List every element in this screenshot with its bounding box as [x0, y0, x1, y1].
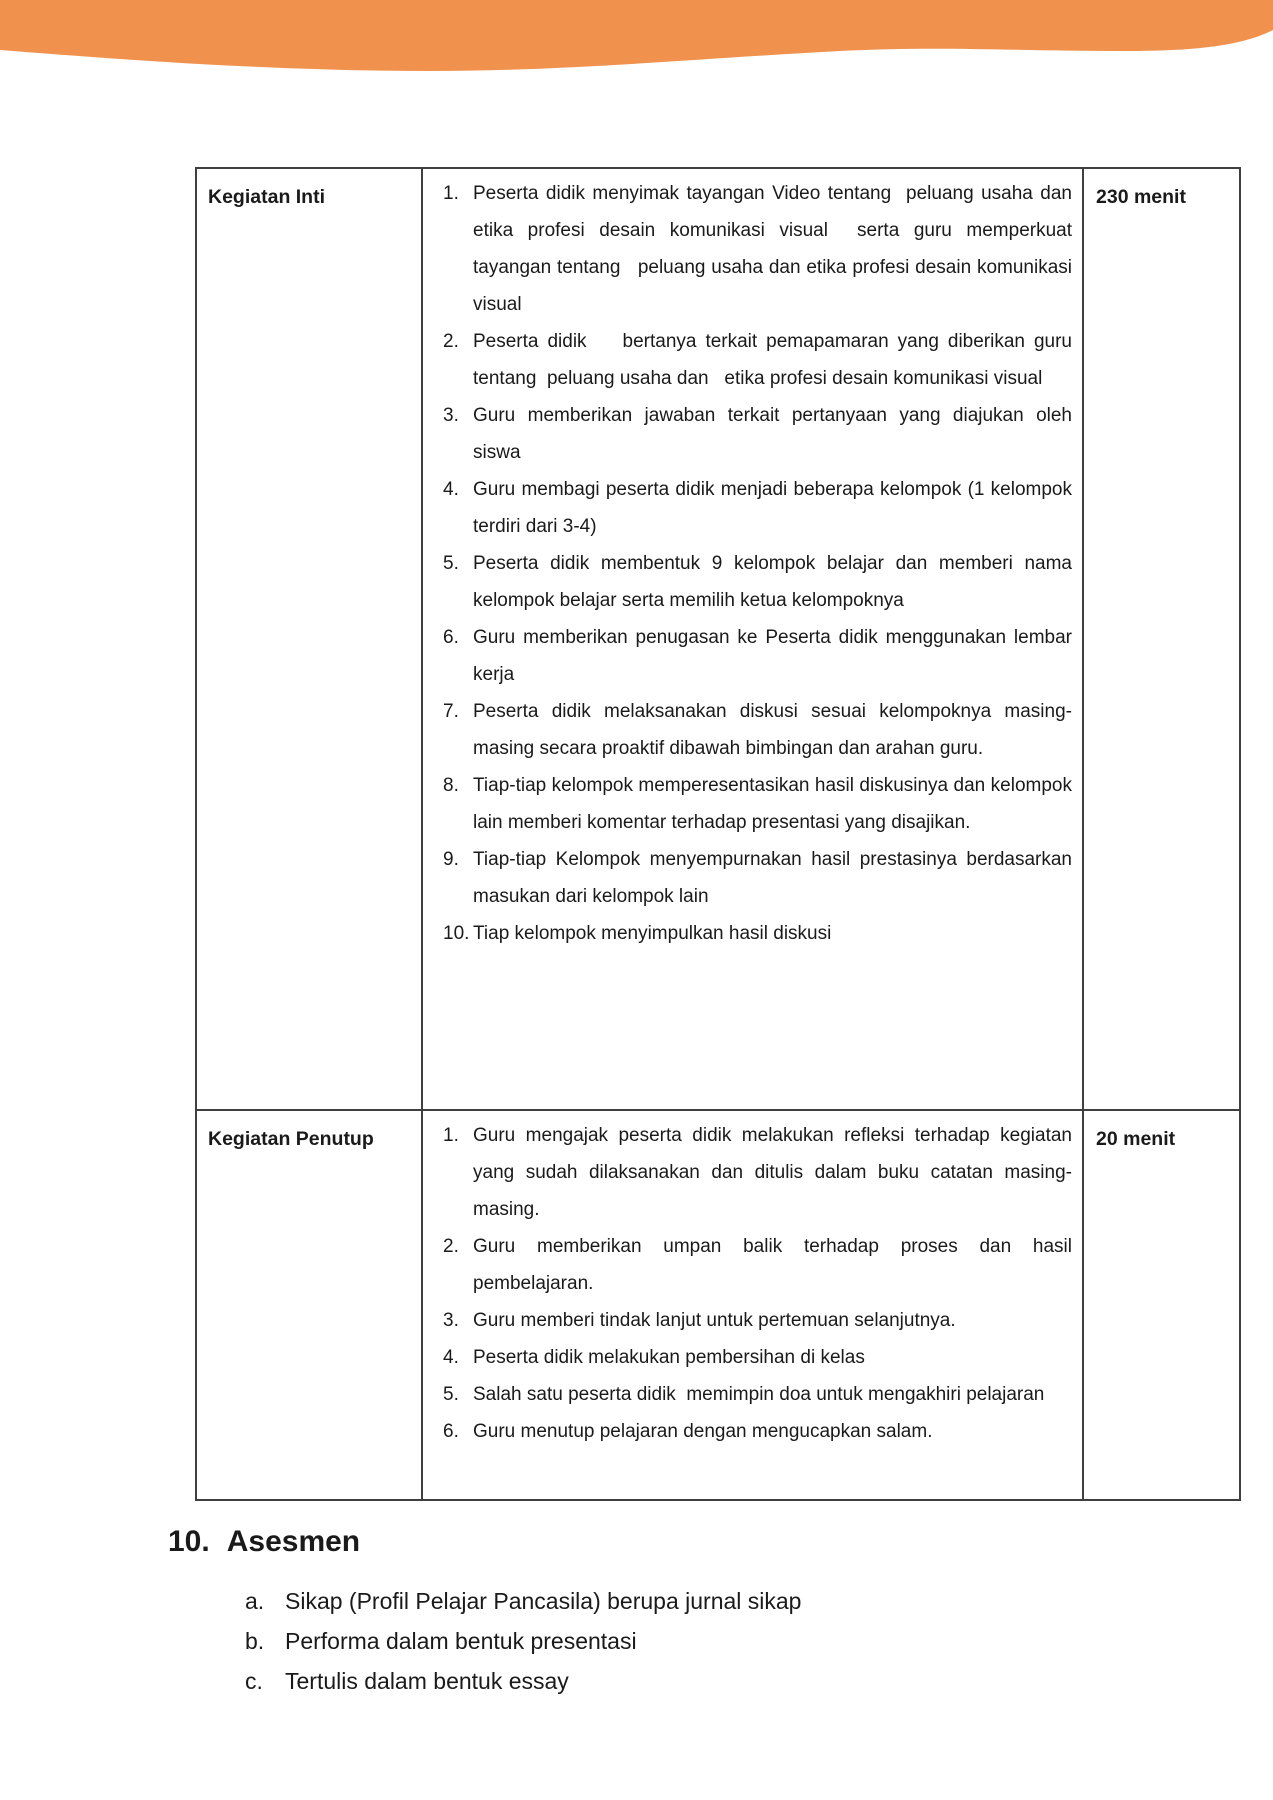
step-text: Peserta didik bertanya terkait pemapamaran yang diberikan guru tentang peluang usaha dan etika profesi desain komunikasi visual: [473, 331, 1083, 389]
activity-step: [429, 323, 1083, 397]
step-text: Salah satu peserta didik memimpin doa untuk mengakhiri pelajaran: [473, 1384, 1045, 1405]
activity-steps-list: [429, 175, 1088, 952]
step-text: Tiap-tiap kelompok memperesentasikan hasil diskusinya dan kelompok lain memberi komentar terhadap presentasi yang disajikan.: [473, 775, 1078, 833]
item-letter: b.: [245, 1628, 265, 1654]
step-text: Peserta didik melaksanakan diskusi sesuai kelompoknya masing-masing secara proaktif dibawah bimbingan dan arahan guru.: [473, 701, 1072, 759]
activity-steps-cell: [422, 168, 1088, 1110]
activity-table: [195, 167, 1241, 1501]
step-number: 4.: [443, 479, 459, 500]
table-row-kegiatan-inti: [196, 168, 1240, 1110]
step-number: 8.: [443, 775, 459, 796]
step-number: 4.: [443, 1347, 459, 1368]
asesmen-section: [168, 1522, 1068, 1701]
asesmen-list: [168, 1581, 1068, 1701]
step-text: Guru memberikan jawaban terkait pertanyaan yang diajukan oleh siswa: [473, 405, 1078, 463]
list-item: [168, 1621, 1068, 1661]
activity-step: [429, 175, 1088, 323]
activity-step: [429, 619, 1078, 693]
step-number: 7.: [443, 701, 459, 722]
activity-steps-cell: [422, 1110, 1083, 1500]
step-text: Tiap-tiap Kelompok menyempurnakan hasil prestasinya berdasarkan masukan dari kelompok lain: [473, 849, 1078, 907]
activity-step: [429, 1117, 1078, 1228]
step-number: 9.: [443, 849, 459, 870]
step-text: Guru memberikan penugasan ke Peserta didik menggunakan lembar kerja: [473, 627, 1078, 685]
step-number: 2.: [443, 1236, 459, 1257]
wave-shape: [0, 0, 1273, 80]
step-text: Guru memberikan umpan balik terhadap proses dan hasil pembelajaran.: [473, 1236, 1078, 1294]
duration-value: 230 menit: [1083, 168, 1240, 1110]
activity-step: [429, 1302, 1072, 1339]
step-number: 10.: [443, 923, 470, 944]
activity-step: [429, 693, 1072, 767]
step-number: 6.: [443, 1421, 459, 1442]
activity-label: Kegiatan Inti: [196, 168, 422, 1110]
step-number: 2.: [443, 331, 459, 352]
step-number: 5.: [443, 1384, 459, 1405]
step-number: 1.: [443, 183, 459, 204]
step-text: Peserta didik membentuk 9 kelompok belajar dan memberi nama kelompok belajar serta memilih ketua kelompoknya: [473, 553, 1078, 611]
header-wave-decoration: [0, 0, 1273, 80]
activity-step: [429, 767, 1078, 841]
activity-step: [429, 1376, 1072, 1413]
activity-step: [429, 471, 1078, 545]
step-text: Tiap kelompok menyimpulkan hasil diskusi: [473, 923, 832, 944]
section-title: Asesmen: [226, 1525, 361, 1558]
item-text: Performa dalam bentuk presentasi: [285, 1628, 637, 1654]
step-number: 1.: [443, 1125, 459, 1146]
table-row-kegiatan-penutup: [196, 1110, 1240, 1500]
item-text: Sikap (Profil Pelajar Pancasila) berupa jurnal sikap: [285, 1588, 802, 1614]
list-item: [168, 1581, 1068, 1621]
activity-step: [429, 1228, 1078, 1302]
activity-step: [429, 397, 1078, 471]
activity-step: [429, 841, 1078, 915]
step-number: 3.: [443, 1310, 459, 1331]
activity-step: [429, 545, 1078, 619]
list-item: [168, 1661, 1068, 1701]
activity-label: Kegiatan Penutup: [196, 1110, 422, 1500]
step-number: 6.: [443, 627, 459, 648]
item-letter: a.: [245, 1588, 265, 1614]
activity-step: [429, 1339, 1072, 1376]
step-text: Guru menutup pelajaran dengan mengucapkan salam.: [473, 1421, 933, 1442]
step-text: Peserta didik melakukan pembersihan di kelas: [473, 1347, 865, 1368]
activity-step: [429, 915, 1072, 952]
section-heading: [168, 1522, 1068, 1562]
section-number: 10.: [168, 1525, 210, 1558]
step-text: Guru mengajak peserta didik melakukan refleksi terhadap kegiatan yang sudah dilaksanakan dan ditulis dalam buku catatan masing-masing.: [473, 1125, 1078, 1220]
activity-steps-list: [429, 1117, 1078, 1450]
step-text: Peserta didik menyimak tayangan Video tentang peluang usaha dan etika profesi desain komunikasi visual serta guru memperkuat tayangan tentang peluang usaha dan etika profesi desain komunikasi visual: [473, 183, 1088, 315]
item-letter: c.: [245, 1668, 263, 1694]
step-number: 5.: [443, 553, 459, 574]
duration-value: 20 menit: [1083, 1110, 1240, 1500]
activity-step: [429, 1413, 1072, 1450]
step-text: Guru membagi peserta didik menjadi beberapa kelompok (1 kelompok terdiri dari 3-4): [473, 479, 1078, 537]
item-text: Tertulis dalam bentuk essay: [285, 1668, 569, 1694]
step-text: Guru memberi tindak lanjut untuk pertemuan selanjutnya.: [473, 1310, 956, 1331]
step-number: 3.: [443, 405, 459, 426]
